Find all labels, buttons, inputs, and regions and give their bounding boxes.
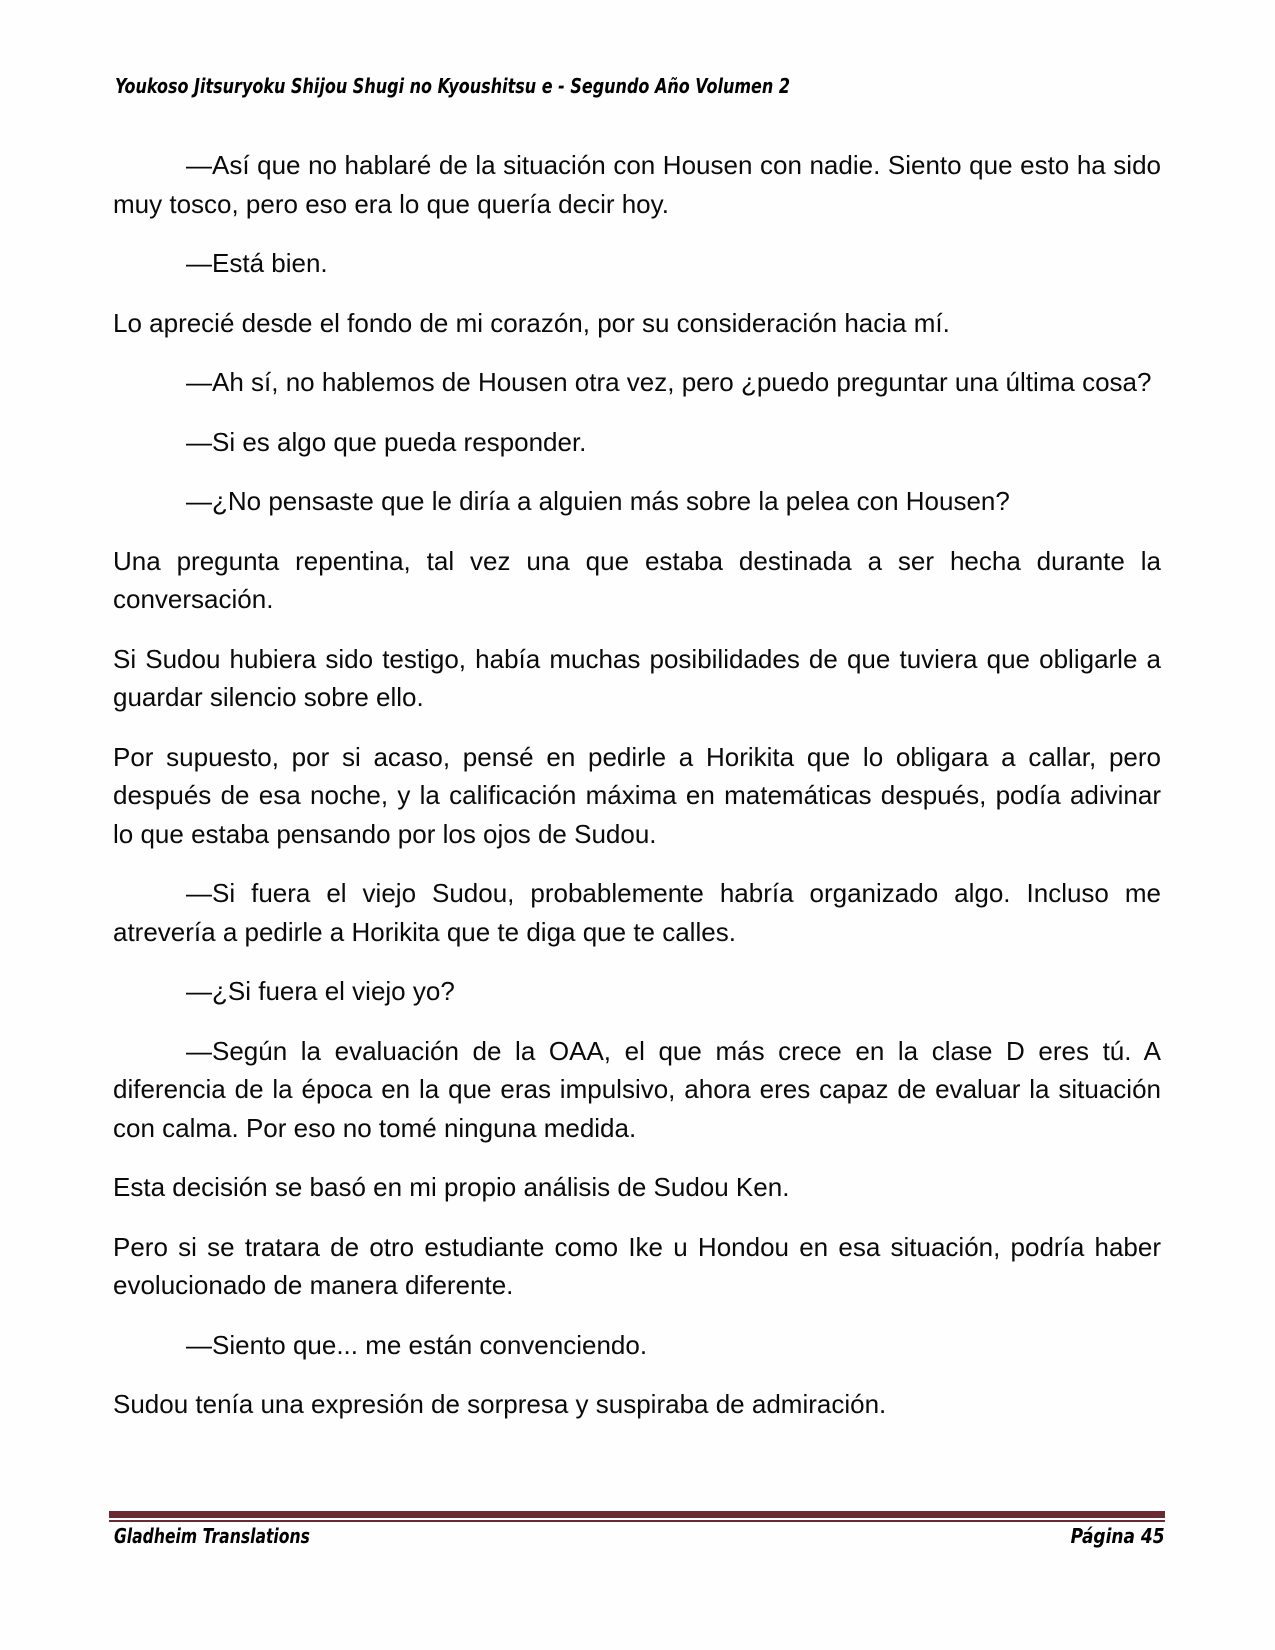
footer-translator-credit: Gladheim Translations [114, 1524, 310, 1548]
paragraph-dialogue: —Siento que... me están convenciendo. [186, 1329, 648, 1360]
paragraph-narration: Pero si se tratara de otro estudiante como Ike u Hondou en esa situación, podría haber evolucionado de manera diferente. [113, 1231, 1161, 1300]
paragraph-narration: Una pregunta repentina, tal vez una que estaba destinada a ser hecha durante la conversación. [113, 545, 1161, 614]
body-text [113, 146, 1161, 1445]
running-header: Youkoso Jitsuryoku Shijou Shugi no Kyoushitsu e - Segundo Año Volumen 2 [115, 74, 790, 98]
paragraph-dialogue: —Ah sí, no hablemos de Housen otra vez, pero ¿puedo preguntar una última cosa? [186, 367, 1152, 397]
paragraph-narration: Lo aprecié desde el fondo de mi corazón, por su consideración hacia mí. [113, 307, 950, 338]
paragraph-dialogue: —¿Si fuera el viejo yo? [186, 976, 455, 1006]
paragraph-narration: Sudou tenía una expresión de sorpresa y suspiraba de admiración. [113, 1389, 887, 1419]
paragraph-dialogue: —Si fuera el viejo Sudou, probablemente habría organizado algo. Incluso me atrevería a pedirle a Horikita que te diga que te calles. [113, 878, 1161, 947]
paragraph-narration: Si Sudou hubiera sido testigo, había muchas posibilidades de que tuviera que obligarle a guardar silencio sobre ello. [113, 643, 1161, 712]
paragraph-dialogue: —Si es algo que pueda responder. [186, 426, 587, 457]
paragraph-dialogue: —¿No pensaste que le diría a alguien más sobre la pelea con Housen? [186, 486, 1010, 516]
footer-rule-thin [109, 1520, 1165, 1522]
footer-rule [109, 1511, 1165, 1518]
paragraph-narration: Por supuesto, por si acaso, pensé en pedirle a Horikita que lo obligara a callar, pero después de esa noche, y la calificación máxima en matemáticas después, podía adivinar lo que estaba pensando por los ojos de Sudou. [113, 741, 1161, 849]
paragraph-dialogue: —Según la evaluación de la OAA, el que más crece en la clase D eres tú. A diferencia de la época en la que eras impulsivo, ahora eres capaz de evaluar la situación con calma. Por eso no tomé ninguna medida. [113, 1035, 1161, 1143]
paragraph-dialogue: —Así que no hablaré de la situación con Housen con nadie. Siento que esto ha sido muy tosco, pero eso era lo que quería decir hoy. [113, 150, 1161, 219]
paragraph-narration: Esta decisión se basó en mi propio análisis de Sudou Ken. [113, 1172, 790, 1202]
footer-page-number: Página 45 [1071, 1524, 1165, 1548]
paragraph-dialogue: —Está bien. [186, 248, 328, 278]
